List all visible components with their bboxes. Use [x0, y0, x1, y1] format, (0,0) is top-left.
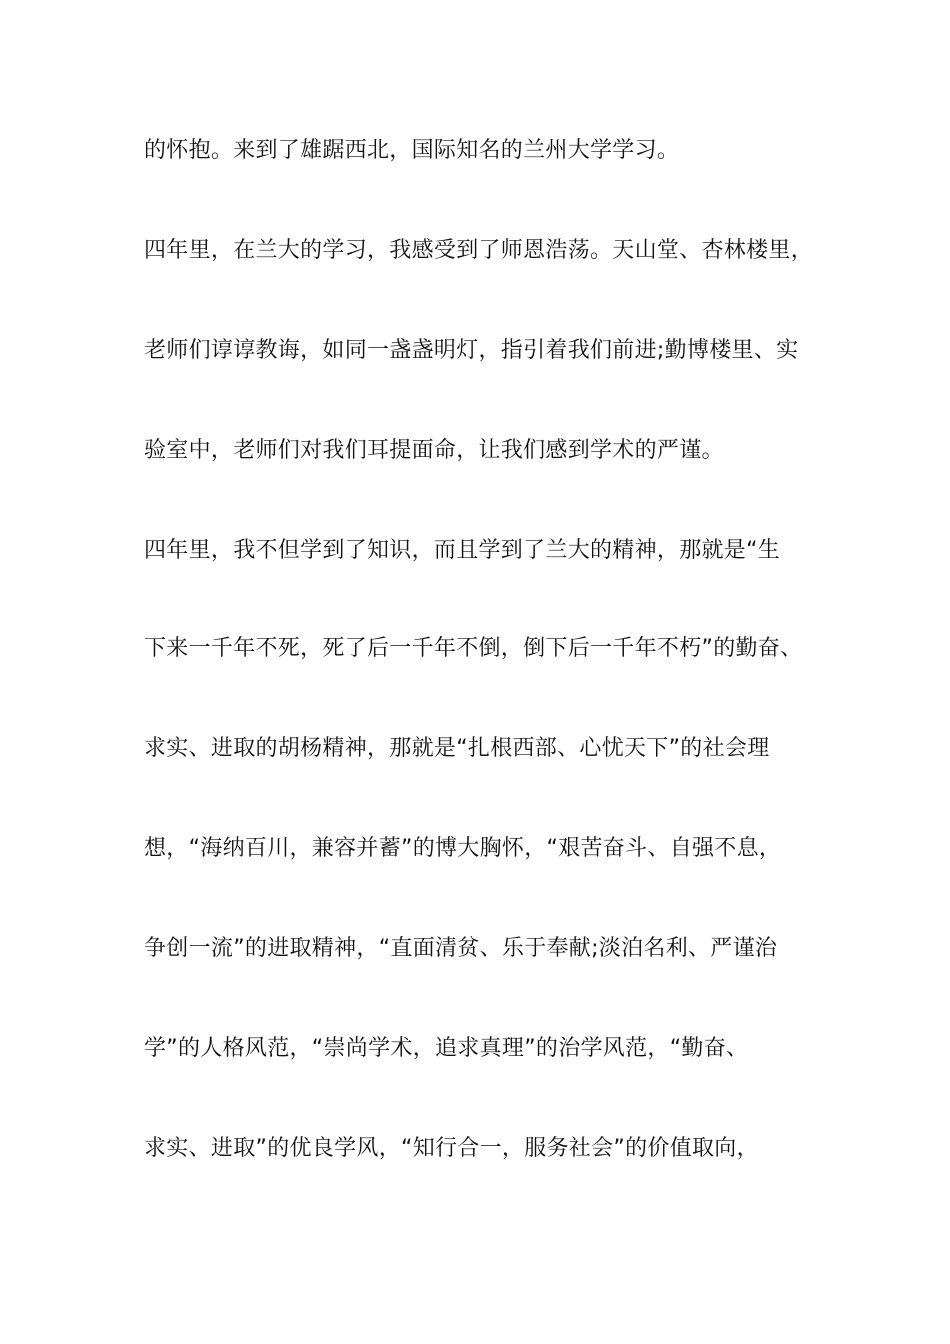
text-line: 想，“海纳百川，兼容并蓄”的博大胸怀，“艰苦奋斗、自强不息， [144, 836, 782, 861]
text-line: 老师们谆谆教诲，如同一盏盏明灯，指引着我们前进;勤博楼里、实 [144, 338, 799, 363]
text-line: 下来一千年不死，死了后一千年不倒，倒下后一千年不朽”的勤奋、 [144, 636, 803, 661]
text-line: 的怀抱。来到了雄踞西北，国际知名的兰州大学学习。 [144, 138, 680, 163]
text-line: 验室中，老师们对我们耳提面命，让我们感到学术的严谨。 [144, 438, 724, 463]
text-line: 四年里，我不但学到了知识，而且学到了兰大的精神，那就是“生 [144, 538, 781, 563]
text-line: 求实、进取”的优良学风，“知行合一，服务社会”的价值取向， [144, 1136, 759, 1161]
text-line: 学”的人格风范，“崇尚学术，追求真理”的治学风范，“勤奋、 [144, 1036, 749, 1061]
text-line: 求实、进取的胡杨精神，那就是“扎根西部、心忧天下”的社会理 [144, 736, 770, 761]
text-line: 争创一流”的进取精神，“直面清贫、乐于奉献;淡泊名利、严谨治 [144, 936, 778, 961]
text-line: 四年里，在兰大的学习，我感受到了师恩浩荡。天山堂、杏林楼里， [144, 238, 814, 263]
